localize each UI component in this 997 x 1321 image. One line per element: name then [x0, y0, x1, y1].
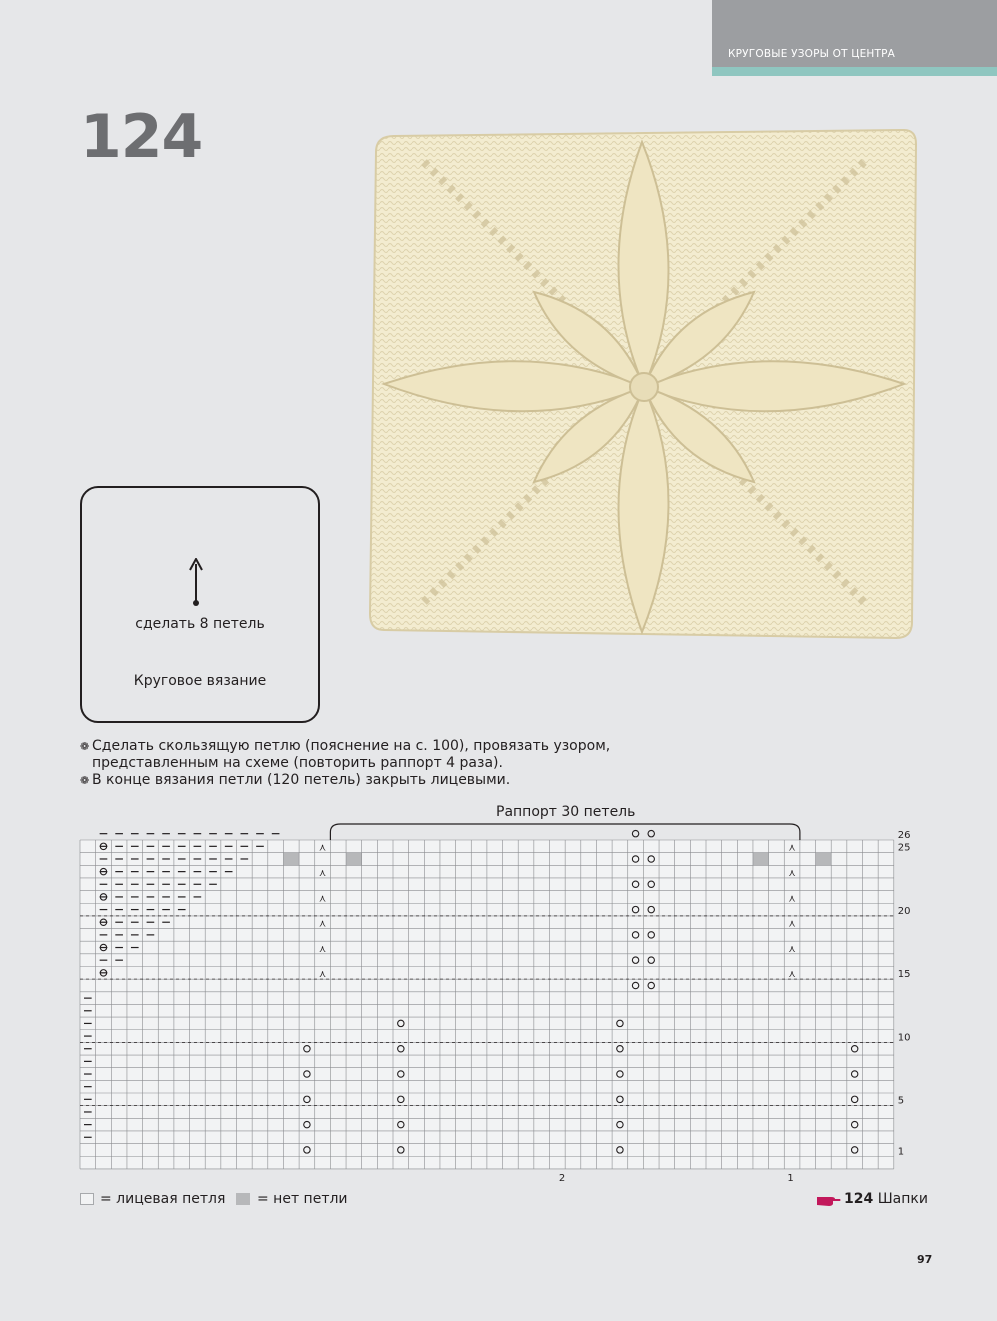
decrease-symbol: ⋏ [788, 969, 796, 981]
column-marker-label: 1 [787, 1172, 794, 1184]
no-stitch-legend: = нет петли [257, 1191, 348, 1207]
decrease-symbol: ⋏ [788, 918, 796, 930]
reference-label: Шапки [877, 1191, 928, 1207]
decrease-symbol: ⋏ [788, 893, 796, 905]
flower-bullet-icon: ❁ [80, 740, 90, 753]
pointing-hand-icon [817, 1194, 841, 1206]
decrease-symbol: ⋏ [788, 943, 796, 955]
decrease-symbol: ⋏ [318, 969, 327, 981]
no-stitch-cell [346, 853, 362, 866]
cast-on-label: сделать 8 петель [135, 616, 265, 632]
knit-stitch-swatch [80, 1193, 94, 1205]
row-number-label: 10 [897, 1032, 911, 1044]
row-number-label: 15 [897, 969, 911, 981]
reference-number: 124 [844, 1191, 874, 1207]
instruction-2-text: В конце вязания петли (120 петель) закрыть лицевыми. [92, 772, 511, 788]
decrease-symbol: ⋏ [788, 867, 796, 879]
yarn-over-symbol [632, 830, 638, 836]
instruction-1-continued: представленным на схеме (повторить раппорт 4 раза). [92, 755, 503, 771]
yarn-over-symbol [648, 830, 654, 836]
decrease-symbol: ⋏ [318, 918, 327, 930]
row-number-label: 1 [897, 1146, 905, 1158]
row-number-label: 26 [897, 830, 911, 841]
column-marker-label: 2 [558, 1172, 566, 1184]
flower-bullet-icon: ❁ [80, 774, 90, 787]
no-stitch-cell [283, 853, 299, 866]
decrease-symbol: ⋏ [318, 943, 327, 955]
no-stitch-cell [753, 853, 769, 866]
rapport-bracket [330, 824, 800, 840]
pattern-number: 124 [80, 102, 203, 172]
decrease-symbol: ⋏ [788, 842, 796, 854]
instruction-1-text: Сделать скользящую петлю (пояснение на с. 100), провязать узором, [92, 738, 611, 754]
page-number: 97 [917, 1253, 933, 1266]
decrease-symbol: ⋏ [318, 842, 327, 854]
no-stitch-cell [816, 853, 832, 866]
decrease-symbol: ⋏ [318, 893, 327, 905]
cross-reference [844, 1191, 928, 1207]
row-number-label: 20 [897, 905, 911, 917]
knit-stitch-legend: = лицевая петля [100, 1191, 226, 1207]
row-number-label: 25 [897, 842, 911, 854]
rapport-label: Раппорт 30 петель [496, 804, 636, 820]
no-stitch-swatch [236, 1193, 250, 1205]
decrease-symbol: ⋏ [318, 867, 327, 879]
circular-knitting-label: Круговое вязание [133, 673, 267, 689]
row-number-label: 5 [897, 1095, 905, 1107]
section-title: КРУГОВЫЕ УЗОРЫ ОТ ЦЕНТРА [728, 48, 896, 60]
